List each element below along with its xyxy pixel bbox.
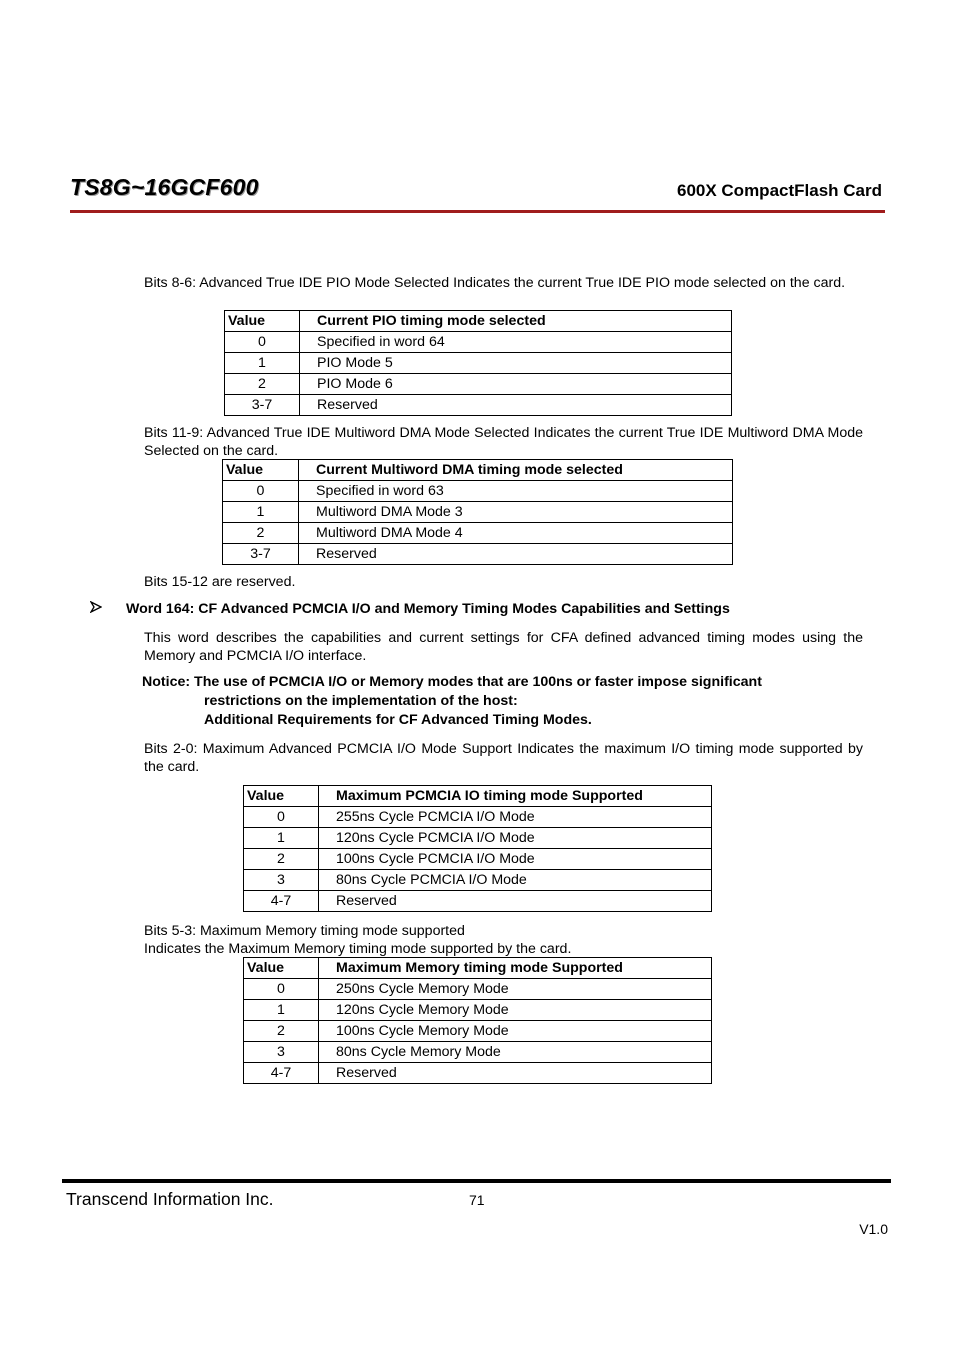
memory-mode-table [243, 957, 712, 1084]
table-row [223, 502, 733, 523]
col-value-header: Value [225, 311, 300, 332]
table-row [225, 395, 732, 416]
table-row [244, 1021, 712, 1042]
word164-title: Word 164: CF Advanced PCMCIA I/O and Memory Timing Modes Capabilities and Settings [126, 601, 730, 617]
row-value: 4-7 [244, 891, 319, 912]
table-row [244, 828, 712, 849]
reserved-note: Bits 15-12 are reserved. [144, 574, 296, 590]
product-title: 600X CompactFlash Card [676, 181, 882, 200]
col-desc-header: Current PIO timing mode selected [300, 311, 732, 332]
table-header-row [225, 311, 732, 332]
row-value: 0 [244, 979, 319, 1000]
table-row [244, 807, 712, 828]
page-number: 71 [469, 1192, 485, 1208]
table-row [225, 374, 732, 395]
memory-mode-intro-2: Indicates the Maximum Memory timing mode supported by the card. [144, 941, 572, 957]
footer-divider [62, 1179, 891, 1183]
memory-mode-intro-1: Bits 5-3: Maximum Memory timing mode supported [144, 923, 465, 939]
col-value-header: Value [223, 460, 299, 481]
table-row [244, 891, 712, 912]
table-header-row [244, 958, 712, 979]
notice-line-1: Notice: The use of PCMCIA I/O or Memory modes that are 100ns or faster impose significant [142, 674, 762, 690]
table-row [244, 1063, 712, 1084]
row-desc: PIO Mode 6 [300, 374, 732, 395]
document-version: V1.0 [859, 1221, 888, 1237]
row-desc: 250ns Cycle Memory Mode [319, 979, 712, 1000]
table-row [244, 849, 712, 870]
row-value: 3 [244, 1042, 319, 1063]
table-row [244, 1042, 712, 1063]
table-row [244, 979, 712, 1000]
col-value-header: Value [244, 958, 319, 979]
row-value: 1 [244, 828, 319, 849]
row-desc: 120ns Cycle Memory Mode [319, 1000, 712, 1021]
col-value-header: Value [244, 786, 319, 807]
row-value: 3 [244, 870, 319, 891]
row-desc: 80ns Cycle PCMCIA I/O Mode [319, 870, 712, 891]
document-logo: TS8G~16GCF600 [70, 174, 259, 200]
row-value: 2 [223, 523, 299, 544]
row-desc: 120ns Cycle PCMCIA I/O Mode [319, 828, 712, 849]
row-value: 2 [225, 374, 300, 395]
row-desc: 100ns Cycle PCMCIA I/O Mode [319, 849, 712, 870]
row-value: 3-7 [225, 395, 300, 416]
dma-mode-table [222, 459, 733, 565]
row-value: 0 [223, 481, 299, 502]
row-desc: Multiword DMA Mode 4 [299, 523, 733, 544]
row-desc: PIO Mode 5 [300, 353, 732, 374]
row-desc: 100ns Cycle Memory Mode [319, 1021, 712, 1042]
row-value: 2 [244, 849, 319, 870]
row-value: 4-7 [244, 1063, 319, 1084]
row-value: 2 [244, 1021, 319, 1042]
col-desc-header: Current Multiword DMA timing mode selected [299, 460, 733, 481]
word164-description: This word describes the capabilities and current settings for CFA defined advanced timing modes using the Memory and PCMCIA I/O interface. [144, 630, 863, 664]
row-value: 0 [244, 807, 319, 828]
row-desc: 255ns Cycle PCMCIA I/O Mode [319, 807, 712, 828]
table-header-row [244, 786, 712, 807]
notice-line-3: Additional Requirements for CF Advanced Timing Modes. [204, 712, 592, 728]
pcmcia-io-table [243, 785, 712, 912]
pcmcia-io-intro: Bits 2-0: Maximum Advanced PCMCIA I/O Mode Support Indicates the maximum I/O timing mode supported by the card. [144, 741, 863, 775]
col-desc-header: Maximum Memory timing mode Supported [319, 958, 712, 979]
footer-company: Transcend Information Inc. [66, 1189, 274, 1209]
table-row [225, 332, 732, 353]
row-desc: Specified in word 64 [300, 332, 732, 353]
row-desc: Reserved [299, 544, 733, 565]
row-desc: Specified in word 63 [299, 481, 733, 502]
row-value: 1 [223, 502, 299, 523]
header-divider [70, 210, 885, 213]
row-value: 1 [244, 1000, 319, 1021]
row-desc: 80ns Cycle Memory Mode [319, 1042, 712, 1063]
table-row [223, 481, 733, 502]
row-desc: Reserved [319, 891, 712, 912]
table-header-row [223, 460, 733, 481]
table-row [244, 870, 712, 891]
table-row [223, 544, 733, 565]
row-value: 3-7 [223, 544, 299, 565]
table-row [244, 1000, 712, 1021]
row-desc: Reserved [300, 395, 732, 416]
row-value: 0 [225, 332, 300, 353]
pio-mode-table [224, 310, 732, 416]
table-row [225, 353, 732, 374]
col-desc-header: Maximum PCMCIA IO timing mode Supported [319, 786, 712, 807]
table-row [223, 523, 733, 544]
pio-mode-intro: Bits 8-6: Advanced True IDE PIO Mode Selected Indicates the current True IDE PIO mode selected on the card. [144, 275, 846, 291]
row-desc: Multiword DMA Mode 3 [299, 502, 733, 523]
dma-mode-intro: Bits 11-9: Advanced True IDE Multiword DMA Mode Selected Indicates the current True IDE Multiword DMA Mode Selected on the card. [144, 425, 863, 459]
row-desc: Reserved [319, 1063, 712, 1084]
notice-line-2: restrictions on the implementation of the host: [204, 693, 518, 709]
arrow-bullet-icon [90, 601, 102, 616]
row-value: 1 [225, 353, 300, 374]
